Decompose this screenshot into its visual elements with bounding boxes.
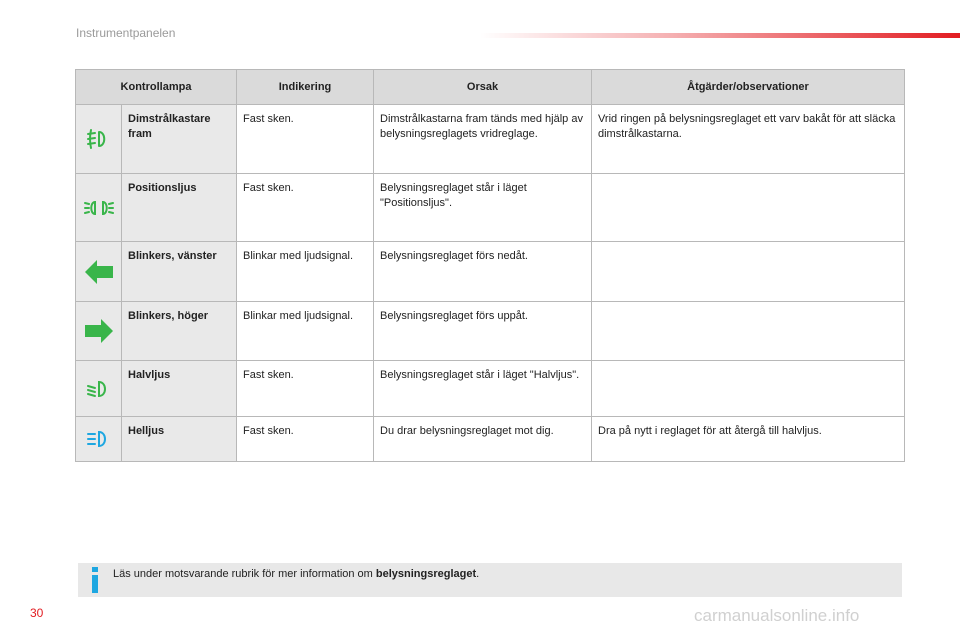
page-number: 30 xyxy=(30,606,44,620)
lamp-cause: Belysningsreglaget står i läget "Halvljus". xyxy=(374,361,592,417)
lamp-indication: Fast sken. xyxy=(237,361,374,417)
lamp-indication: Fast sken. xyxy=(237,105,374,174)
lamp-name: Dimstrålkastare fram xyxy=(122,105,237,174)
lamp-cause: Dimstrålkastarna fram tänds med hjälp av belysningsreglagets vridreglage. xyxy=(374,105,592,174)
lamp-indication: Blinkar med ljudsignal. xyxy=(237,242,374,302)
table-row xyxy=(76,417,905,462)
lamp-action xyxy=(592,174,905,242)
lamp-action: Dra på nytt i reglaget för att återgå till halvljus. xyxy=(592,417,905,462)
table-row xyxy=(76,302,905,361)
lamp-name: Halvljus xyxy=(122,361,237,417)
table-row xyxy=(76,361,905,417)
info-icon xyxy=(90,567,100,593)
lamp-name: Helljus xyxy=(122,417,237,462)
lamp-name: Blinkers, vänster xyxy=(122,242,237,302)
watermark: carmanualsonline.info xyxy=(694,606,860,625)
title-rule xyxy=(480,33,960,38)
lamp-name: Positionsljus xyxy=(122,174,237,242)
info-text xyxy=(113,568,479,580)
lamp-cause: Belysningsreglaget förs nedåt. xyxy=(374,242,592,302)
lamp-cause: Du drar belysningsreglaget mot dig. xyxy=(374,417,592,462)
lamp-cause: Belysningsreglaget står i läget "Positionsljus". xyxy=(374,174,592,242)
table-row xyxy=(76,242,905,302)
header-indikering: Indikering xyxy=(237,70,374,105)
lamp-action: Vrid ringen på belysningsreglaget ett varv bakåt för att släcka dimstrålkastarna. xyxy=(592,105,905,174)
lamp-indication: Blinkar med ljudsignal. xyxy=(237,302,374,361)
lamp-action xyxy=(592,302,905,361)
lamp-cause: Belysningsreglaget förs uppåt. xyxy=(374,302,592,361)
right-turn-signal-icon xyxy=(84,318,114,344)
position-lights-icon xyxy=(84,197,114,219)
info-text-main: Läs under motsvarande rubrik för mer information om xyxy=(113,568,376,580)
main-beam-icon xyxy=(85,428,113,450)
dipped-beam-icon xyxy=(85,378,113,400)
info-text-suffix: . xyxy=(476,568,480,580)
lamp-action xyxy=(592,361,905,417)
table-row xyxy=(76,174,905,242)
table-row xyxy=(76,105,905,174)
header-kontrollampa: Kontrollampa xyxy=(76,70,237,105)
section-title: Instrumentpanelen xyxy=(76,26,176,40)
left-turn-signal-icon xyxy=(84,259,114,285)
info-note xyxy=(78,563,902,597)
front-fog-lamp-icon xyxy=(85,128,113,150)
info-text-emphasis: belysningsreglaget xyxy=(375,568,477,580)
table-header-row xyxy=(76,70,905,105)
header-orsak: Orsak xyxy=(374,70,592,105)
lamp-indication: Fast sken. xyxy=(237,417,374,462)
header-atgarder: Åtgärder/observationer xyxy=(592,70,905,105)
warning-lamp-table xyxy=(75,69,905,462)
lamp-indication: Fast sken. xyxy=(237,174,374,242)
lamp-action xyxy=(592,242,905,302)
lamp-name: Blinkers, höger xyxy=(122,302,237,361)
